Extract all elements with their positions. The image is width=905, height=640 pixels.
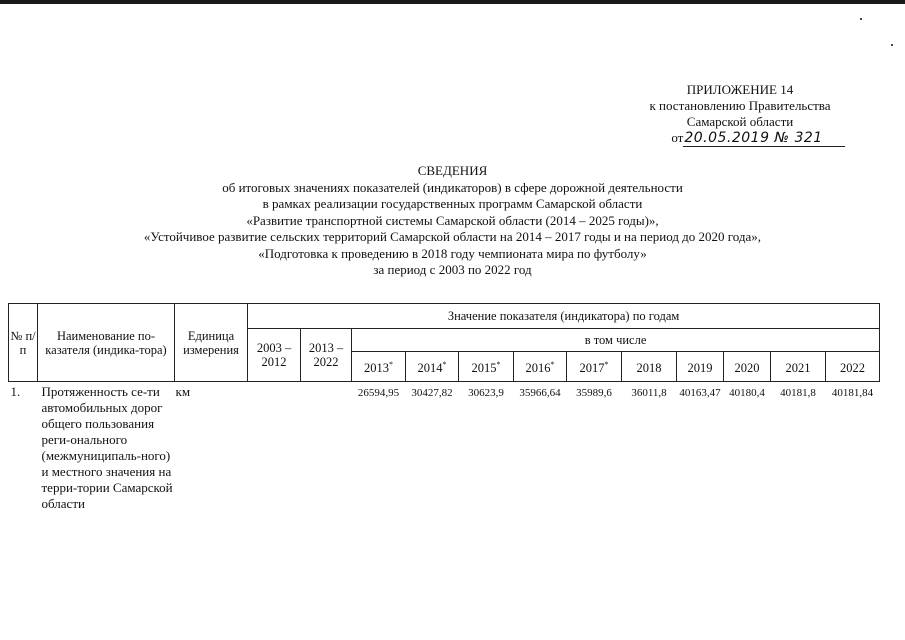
document-heading (40, 163, 865, 279)
header-year: 2019 (677, 352, 724, 382)
heading-line: «Устойчивое развитие сельских территорий Самарской области на 2014 – 2017 годы и на период до 2020 года», (143, 229, 762, 244)
value-period-2003-2012 (248, 382, 301, 513)
heading-line: об итоговых значениях показателей (индикаторов) в сфере дорожной деятельности (222, 179, 683, 195)
heading-line: за период с 2003 по 2022 год (373, 262, 532, 277)
header-no: № п/п (9, 304, 38, 382)
date-prefix: от (671, 130, 684, 145)
scan-speck (860, 18, 862, 20)
heading-line: «Развитие транспортной системы Самарской области (2014 – 2025 годы)», (246, 212, 659, 228)
header-period-2003-2012: 2003 – 2012 (248, 329, 301, 382)
header-year: 2020 (724, 352, 771, 382)
value-2016: 35966,64 (519, 387, 561, 399)
scan-speck (891, 44, 893, 46)
heading-line: «Подготовка к проведению в 2018 году чемпионата мира по футболу» (258, 245, 647, 261)
value-2022: 40181,84 (831, 387, 874, 399)
document-title: СВЕДЕНИЯ (417, 163, 488, 178)
header-unit: Единица измерения (175, 304, 248, 382)
indicator-table (8, 303, 880, 512)
header-year: 2014* (406, 352, 459, 382)
appendix-block (610, 82, 870, 146)
table-row (9, 382, 880, 513)
value-2019: 40163,47 (679, 387, 721, 399)
value-2014: 30427,82 (411, 387, 453, 399)
heading-line: в рамках реализации государственных программ Самарской области (262, 196, 643, 211)
value-2021: 40181,8 (780, 387, 816, 399)
value-2017: 35989,6 (576, 387, 612, 399)
scan-border (0, 0, 905, 4)
header-including: в том числе (352, 329, 880, 352)
header-year: 2013* (352, 352, 406, 382)
header-year: 2015* (459, 352, 514, 382)
value-period-2013-2022 (301, 382, 352, 513)
handwritten-date: 20.05.2019 № 321 (683, 130, 844, 147)
appendix-decree: к постановлению Правительства (649, 98, 831, 113)
indicator-name: Протяженность се-ти автомобильных дорог общего пользования реги-онального (межмуниципаль-ного) и местного значения на терри-тории Самарской области (41, 384, 173, 511)
header-values-group: Значение показателя (индикатора) по годам (248, 304, 880, 329)
header-name: Наименование по-казателя (индика-тора) (38, 304, 175, 382)
header-year: 2016* (514, 352, 567, 382)
header-year: 2018 (622, 352, 677, 382)
appendix-title: ПРИЛОЖЕНИЕ 14 (686, 82, 794, 97)
decree-date-line (671, 130, 844, 146)
row-number: 1. (10, 384, 21, 399)
value-2020: 40180,4 (729, 387, 765, 399)
value-2015: 30623,9 (468, 387, 504, 399)
header-year: 2017* (567, 352, 622, 382)
value-2013: 26594,95 (357, 387, 400, 399)
header-period-2013-2022: 2013 – 2022 (301, 329, 352, 382)
appendix-region: Самарской области (686, 114, 794, 129)
header-year: 2021 (771, 352, 826, 382)
value-2018: 36011,8 (631, 387, 667, 399)
indicator-unit: км (175, 384, 191, 399)
header-year: 2022 (826, 352, 880, 382)
